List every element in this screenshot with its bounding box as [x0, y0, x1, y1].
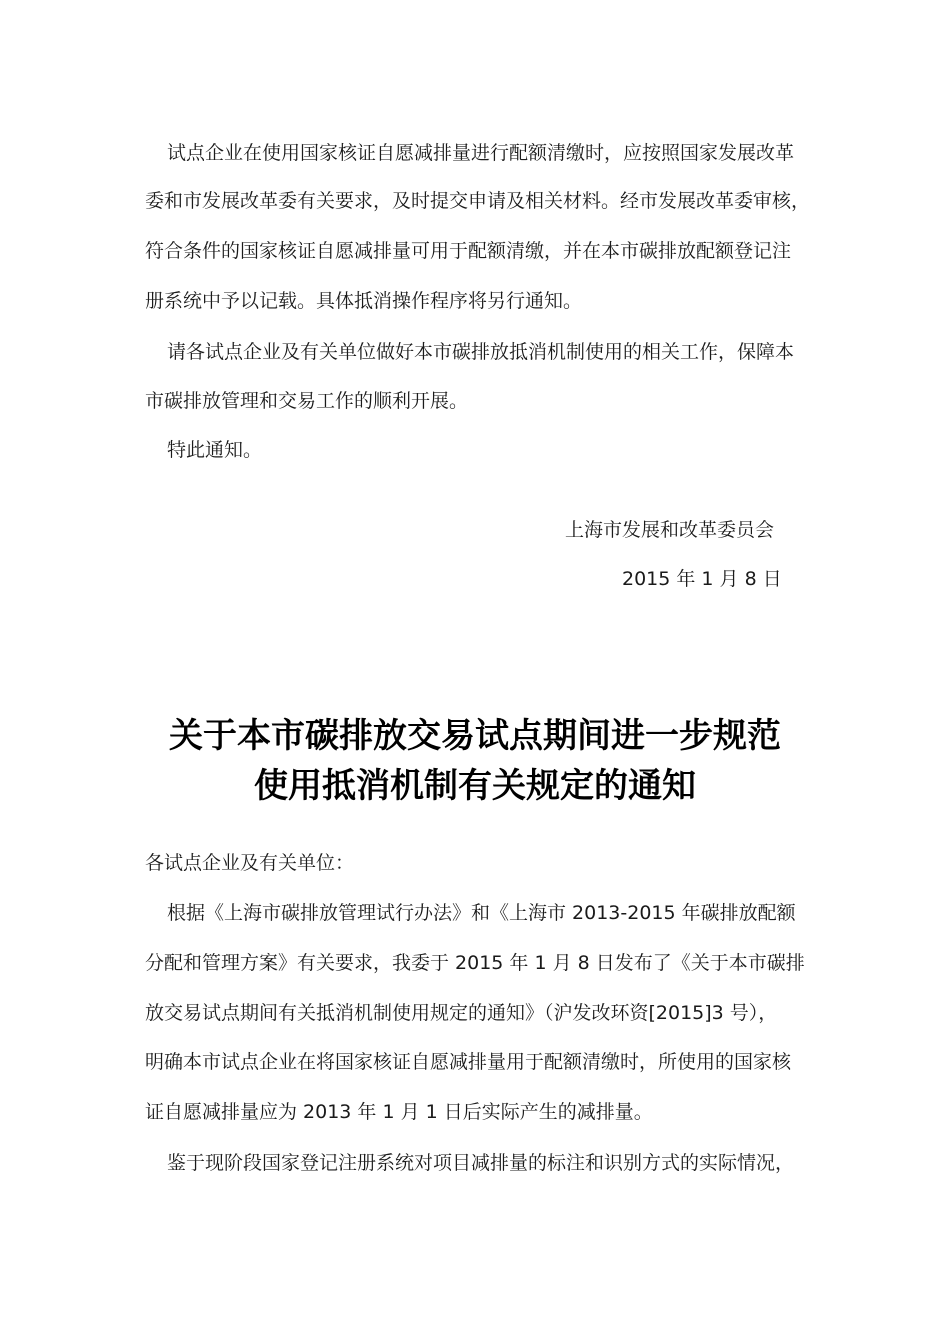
body-text-line: 根据《上海市碳排放管理试行办法》和《上海市 2013-2015 年碳排放配额	[167, 902, 796, 924]
body-text-line: 册系统中予以记载。具体抵消操作程序将另行通知。	[145, 290, 583, 312]
body-text-line: 放交易试点期间有关抵消机制使用规定的通知》（沪发改环资[2015]3 号），	[145, 1002, 778, 1024]
body-text-line: 委和市发展改革委有关要求，及时提交申请及相关材料。经市发展改革委审核，	[145, 190, 811, 212]
notice-title-line: 关于本市碳排放交易试点期间进一步规范	[169, 716, 781, 756]
addressee: 各试点企业及有关单位：	[145, 852, 355, 874]
body-text-line: 符合条件的国家核证自愿减排量可用于配额清缴，并在本市碳排放配额登记注	[145, 240, 792, 262]
issue-date: 2015 年 1 月 8 日	[622, 568, 782, 590]
body-text-line: 鉴于现阶段国家登记注册系统对项目减排量的标注和识别方式的实际情况，	[167, 1152, 795, 1174]
notice-title-line: 使用抵消机制有关规定的通知	[254, 766, 696, 806]
body-text-line: 请各试点企业及有关单位做好本市碳排放抵消机制使用的相关工作，保障本	[167, 341, 795, 363]
body-text-line: 试点企业在使用国家核证自愿减排量进行配额清缴时，应按照国家发展改革	[167, 142, 795, 164]
body-text-line: 分配和管理方案》有关要求，我委于 2015 年 1 月 8 日发布了《关于本市碳排	[145, 952, 805, 974]
body-text-line: 明确本市试点企业在将国家核证自愿减排量用于配额清缴时，所使用的国家核	[145, 1051, 792, 1073]
issuer-signature: 上海市发展和改革委员会	[565, 519, 775, 541]
closing-text: 特此通知。	[167, 439, 263, 461]
body-text-line: 证自愿减排量应为 2013 年 1 月 1 日后实际产生的减排量。	[145, 1101, 653, 1123]
body-text-line: 市碳排放管理和交易工作的顺利开展。	[145, 390, 469, 412]
